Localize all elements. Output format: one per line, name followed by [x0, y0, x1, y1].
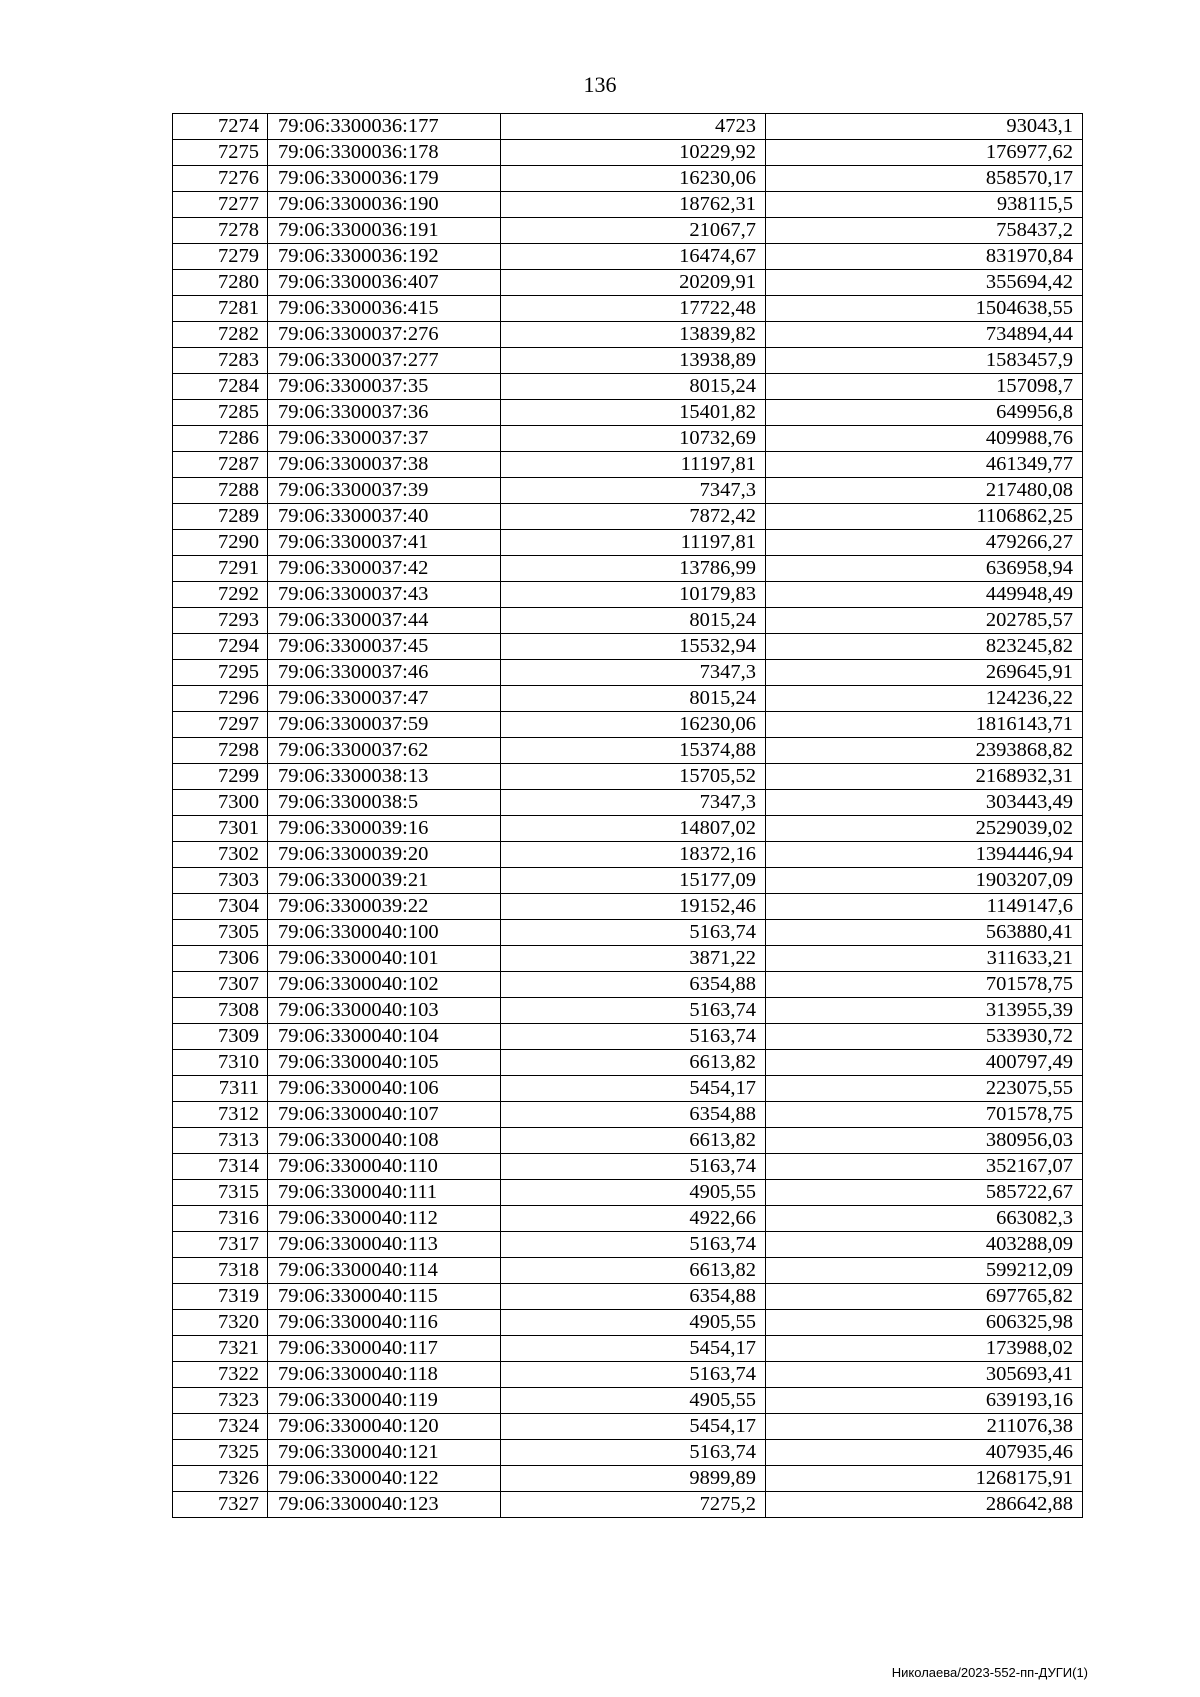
- row-number-cell: 7280: [173, 270, 268, 296]
- area-cell: 16230,06: [501, 712, 766, 738]
- cadastral-number-cell: 79:06:3300037:38: [268, 452, 501, 478]
- cadastral-value-cell: 1816143,71: [766, 712, 1083, 738]
- table-row: [173, 296, 1083, 322]
- cadastral-number-cell: 79:06:3300036:415: [268, 296, 501, 322]
- row-number-cell: 7294: [173, 634, 268, 660]
- table-row: [173, 842, 1083, 868]
- cadastral-number-cell: 79:06:3300037:277: [268, 348, 501, 374]
- cadastral-number-cell: 79:06:3300039:16: [268, 816, 501, 842]
- area-cell: 4723: [501, 114, 766, 140]
- cadastral-value-cell: 533930,72: [766, 1024, 1083, 1050]
- row-number-cell: 7325: [173, 1440, 268, 1466]
- table-row: [173, 1232, 1083, 1258]
- row-number-cell: 7297: [173, 712, 268, 738]
- document-footer: Николаева/2023-552-пп-ДУГИ(1): [891, 1665, 1088, 1680]
- cadastral-number-cell: 79:06:3300040:116: [268, 1310, 501, 1336]
- row-number-cell: 7327: [173, 1492, 268, 1518]
- area-cell: 7347,3: [501, 660, 766, 686]
- area-cell: 10179,83: [501, 582, 766, 608]
- area-cell: 7347,3: [501, 478, 766, 504]
- area-cell: 13938,89: [501, 348, 766, 374]
- area-cell: 13786,99: [501, 556, 766, 582]
- row-number-cell: 7291: [173, 556, 268, 582]
- cadastral-number-cell: 79:06:3300037:44: [268, 608, 501, 634]
- cadastral-value-cell: 380956,03: [766, 1128, 1083, 1154]
- table-row: [173, 946, 1083, 972]
- cadastral-number-cell: 79:06:3300040:102: [268, 972, 501, 998]
- area-cell: 8015,24: [501, 686, 766, 712]
- area-cell: 5163,74: [501, 1024, 766, 1050]
- cadastral-number-cell: 79:06:3300040:101: [268, 946, 501, 972]
- row-number-cell: 7324: [173, 1414, 268, 1440]
- table-row: [173, 738, 1083, 764]
- table-row: [173, 608, 1083, 634]
- area-cell: 6613,82: [501, 1050, 766, 1076]
- row-number-cell: 7292: [173, 582, 268, 608]
- table-row: [173, 426, 1083, 452]
- cadastral-value-cell: 124236,22: [766, 686, 1083, 712]
- cadastral-number-cell: 79:06:3300040:115: [268, 1284, 501, 1310]
- cadastral-value-table: [172, 113, 1083, 1518]
- area-cell: 8015,24: [501, 608, 766, 634]
- row-number-cell: 7309: [173, 1024, 268, 1050]
- row-number-cell: 7321: [173, 1336, 268, 1362]
- area-cell: 4905,55: [501, 1180, 766, 1206]
- row-number-cell: 7323: [173, 1388, 268, 1414]
- cadastral-value-cell: 1106862,25: [766, 504, 1083, 530]
- row-number-cell: 7282: [173, 322, 268, 348]
- cadastral-number-cell: 79:06:3300040:114: [268, 1258, 501, 1284]
- cadastral-value-cell: 305693,41: [766, 1362, 1083, 1388]
- table-row: [173, 1362, 1083, 1388]
- cadastral-number-cell: 79:06:3300036:179: [268, 166, 501, 192]
- cadastral-number-cell: 79:06:3300040:113: [268, 1232, 501, 1258]
- cadastral-number-cell: 79:06:3300037:37: [268, 426, 501, 452]
- table-row: [173, 114, 1083, 140]
- cadastral-number-cell: 79:06:3300040:103: [268, 998, 501, 1024]
- cadastral-value-cell: 202785,57: [766, 608, 1083, 634]
- cadastral-value-cell: 403288,09: [766, 1232, 1083, 1258]
- area-cell: 5163,74: [501, 1440, 766, 1466]
- area-cell: 5163,74: [501, 998, 766, 1024]
- area-cell: 21067,7: [501, 218, 766, 244]
- cadastral-value-cell: 449948,49: [766, 582, 1083, 608]
- table-row: [173, 1154, 1083, 1180]
- cadastral-value-cell: 400797,49: [766, 1050, 1083, 1076]
- cadastral-value-cell: 1504638,55: [766, 296, 1083, 322]
- cadastral-value-cell: 858570,17: [766, 166, 1083, 192]
- table-row: [173, 1466, 1083, 1492]
- row-number-cell: 7310: [173, 1050, 268, 1076]
- table-row: [173, 530, 1083, 556]
- cadastral-number-cell: 79:06:3300037:276: [268, 322, 501, 348]
- cadastral-number-cell: 79:06:3300037:59: [268, 712, 501, 738]
- area-cell: 7872,42: [501, 504, 766, 530]
- cadastral-value-cell: 269645,91: [766, 660, 1083, 686]
- cadastral-number-cell: 79:06:3300038:5: [268, 790, 501, 816]
- cadastral-value-cell: 313955,39: [766, 998, 1083, 1024]
- row-number-cell: 7307: [173, 972, 268, 998]
- area-cell: 6354,88: [501, 1102, 766, 1128]
- cadastral-value-cell: 649956,8: [766, 400, 1083, 426]
- cadastral-value-cell: 286642,88: [766, 1492, 1083, 1518]
- cadastral-number-cell: 79:06:3300040:122: [268, 1466, 501, 1492]
- row-number-cell: 7304: [173, 894, 268, 920]
- table-row: [173, 348, 1083, 374]
- row-number-cell: 7316: [173, 1206, 268, 1232]
- table-row: [173, 1284, 1083, 1310]
- cadastral-number-cell: 79:06:3300037:42: [268, 556, 501, 582]
- cadastral-value-cell: 599212,09: [766, 1258, 1083, 1284]
- cadastral-number-cell: 79:06:3300038:13: [268, 764, 501, 790]
- cadastral-value-cell: 173988,02: [766, 1336, 1083, 1362]
- cadastral-value-cell: 1149147,6: [766, 894, 1083, 920]
- area-cell: 16474,67: [501, 244, 766, 270]
- cadastral-value-cell: 303443,49: [766, 790, 1083, 816]
- row-number-cell: 7295: [173, 660, 268, 686]
- row-number-cell: 7298: [173, 738, 268, 764]
- area-cell: 14807,02: [501, 816, 766, 842]
- cadastral-number-cell: 79:06:3300040:112: [268, 1206, 501, 1232]
- cadastral-number-cell: 79:06:3300037:41: [268, 530, 501, 556]
- row-number-cell: 7290: [173, 530, 268, 556]
- area-cell: 4922,66: [501, 1206, 766, 1232]
- cadastral-number-cell: 79:06:3300036:177: [268, 114, 501, 140]
- area-cell: 6613,82: [501, 1258, 766, 1284]
- table-row: [173, 998, 1083, 1024]
- cadastral-number-cell: 79:06:3300036:190: [268, 192, 501, 218]
- table-row: [173, 920, 1083, 946]
- cadastral-number-cell: 79:06:3300040:123: [268, 1492, 501, 1518]
- table-row: [173, 1128, 1083, 1154]
- cadastral-number-cell: 79:06:3300037:47: [268, 686, 501, 712]
- table-row: [173, 1388, 1083, 1414]
- row-number-cell: 7289: [173, 504, 268, 530]
- cadastral-value-cell: 701578,75: [766, 1102, 1083, 1128]
- row-number-cell: 7275: [173, 140, 268, 166]
- cadastral-value-cell: 636958,94: [766, 556, 1083, 582]
- row-number-cell: 7314: [173, 1154, 268, 1180]
- area-cell: 6613,82: [501, 1128, 766, 1154]
- row-number-cell: 7319: [173, 1284, 268, 1310]
- cadastral-number-cell: 79:06:3300040:100: [268, 920, 501, 946]
- row-number-cell: 7303: [173, 868, 268, 894]
- area-cell: 18762,31: [501, 192, 766, 218]
- cadastral-number-cell: 79:06:3300037:40: [268, 504, 501, 530]
- area-cell: 5163,74: [501, 1232, 766, 1258]
- cadastral-value-cell: 409988,76: [766, 426, 1083, 452]
- table-row: [173, 556, 1083, 582]
- row-number-cell: 7308: [173, 998, 268, 1024]
- cadastral-number-cell: 79:06:3300040:119: [268, 1388, 501, 1414]
- table-row: [173, 1414, 1083, 1440]
- cadastral-number-cell: 79:06:3300039:20: [268, 842, 501, 868]
- cadastral-value-cell: 461349,77: [766, 452, 1083, 478]
- row-number-cell: 7302: [173, 842, 268, 868]
- table-row: [173, 322, 1083, 348]
- cadastral-value-cell: 93043,1: [766, 114, 1083, 140]
- row-number-cell: 7322: [173, 1362, 268, 1388]
- table-row: [173, 192, 1083, 218]
- table-row: [173, 1102, 1083, 1128]
- table-row: [173, 660, 1083, 686]
- table-row: [173, 140, 1083, 166]
- cadastral-number-cell: 79:06:3300036:192: [268, 244, 501, 270]
- table-row: [173, 1024, 1083, 1050]
- cadastral-value-cell: 1583457,9: [766, 348, 1083, 374]
- cadastral-value-cell: 355694,42: [766, 270, 1083, 296]
- cadastral-number-cell: 79:06:3300040:110: [268, 1154, 501, 1180]
- table-row: [173, 972, 1083, 998]
- cadastral-value-cell: 639193,16: [766, 1388, 1083, 1414]
- cadastral-number-cell: 79:06:3300040:118: [268, 1362, 501, 1388]
- cadastral-value-cell: 223075,55: [766, 1076, 1083, 1102]
- table-row: [173, 400, 1083, 426]
- page-number: 136: [583, 72, 617, 97]
- table-row: [173, 686, 1083, 712]
- table-row: [173, 1206, 1083, 1232]
- table-row: [173, 504, 1083, 530]
- area-cell: 15401,82: [501, 400, 766, 426]
- cadastral-number-cell: 79:06:3300037:45: [268, 634, 501, 660]
- row-number-cell: 7299: [173, 764, 268, 790]
- row-number-cell: 7313: [173, 1128, 268, 1154]
- area-cell: 5454,17: [501, 1076, 766, 1102]
- table-row: [173, 1180, 1083, 1206]
- cadastral-number-cell: 79:06:3300040:117: [268, 1336, 501, 1362]
- table-row: [173, 1258, 1083, 1284]
- table-row: [173, 1440, 1083, 1466]
- cadastral-number-cell: 79:06:3300037:35: [268, 374, 501, 400]
- area-cell: 6354,88: [501, 972, 766, 998]
- cadastral-value-cell: 606325,98: [766, 1310, 1083, 1336]
- table-row: [173, 582, 1083, 608]
- cadastral-value-cell: 663082,3: [766, 1206, 1083, 1232]
- row-number-cell: 7288: [173, 478, 268, 504]
- table-row: [173, 868, 1083, 894]
- cadastral-value-cell: 758437,2: [766, 218, 1083, 244]
- area-cell: 15705,52: [501, 764, 766, 790]
- row-number-cell: 7278: [173, 218, 268, 244]
- cadastral-number-cell: 79:06:3300040:111: [268, 1180, 501, 1206]
- area-cell: 5454,17: [501, 1336, 766, 1362]
- cadastral-value-cell: 697765,82: [766, 1284, 1083, 1310]
- table-row: [173, 816, 1083, 842]
- area-cell: 7347,3: [501, 790, 766, 816]
- cadastral-value-cell: 217480,08: [766, 478, 1083, 504]
- area-cell: 19152,46: [501, 894, 766, 920]
- cadastral-number-cell: 79:06:3300040:104: [268, 1024, 501, 1050]
- cadastral-value-cell: 176977,62: [766, 140, 1083, 166]
- row-number-cell: 7276: [173, 166, 268, 192]
- area-cell: 3871,22: [501, 946, 766, 972]
- row-number-cell: 7286: [173, 426, 268, 452]
- table-row: [173, 1050, 1083, 1076]
- row-number-cell: 7287: [173, 452, 268, 478]
- area-cell: 4905,55: [501, 1310, 766, 1336]
- row-number-cell: 7277: [173, 192, 268, 218]
- row-number-cell: 7296: [173, 686, 268, 712]
- row-number-cell: 7311: [173, 1076, 268, 1102]
- cadastral-value-cell: 701578,75: [766, 972, 1083, 998]
- cadastral-value-cell: 831970,84: [766, 244, 1083, 270]
- row-number-cell: 7320: [173, 1310, 268, 1336]
- area-cell: 11197,81: [501, 452, 766, 478]
- row-number-cell: 7281: [173, 296, 268, 322]
- cadastral-value-cell: 2529039,02: [766, 816, 1083, 842]
- cadastral-value-cell: 311633,21: [766, 946, 1083, 972]
- cadastral-number-cell: 79:06:3300037:62: [268, 738, 501, 764]
- cadastral-number-cell: 79:06:3300036:407: [268, 270, 501, 296]
- cadastral-value-cell: 2393868,82: [766, 738, 1083, 764]
- row-number-cell: 7317: [173, 1232, 268, 1258]
- table-body: [173, 114, 1083, 1518]
- row-number-cell: 7285: [173, 400, 268, 426]
- cadastral-number-cell: 79:06:3300040:108: [268, 1128, 501, 1154]
- row-number-cell: 7315: [173, 1180, 268, 1206]
- cadastral-value-cell: 563880,41: [766, 920, 1083, 946]
- area-cell: 5163,74: [501, 1362, 766, 1388]
- row-number-cell: 7274: [173, 114, 268, 140]
- area-cell: 17722,48: [501, 296, 766, 322]
- table-row: [173, 478, 1083, 504]
- table-row: [173, 634, 1083, 660]
- table-row: [173, 218, 1083, 244]
- row-number-cell: 7301: [173, 816, 268, 842]
- cadastral-number-cell: 79:06:3300037:43: [268, 582, 501, 608]
- row-number-cell: 7300: [173, 790, 268, 816]
- cadastral-number-cell: 79:06:3300039:21: [268, 868, 501, 894]
- cadastral-value-cell: 734894,44: [766, 322, 1083, 348]
- area-cell: 5454,17: [501, 1414, 766, 1440]
- table-row: [173, 894, 1083, 920]
- table-row: [173, 374, 1083, 400]
- cadastral-number-cell: 79:06:3300039:22: [268, 894, 501, 920]
- table-row: [173, 1492, 1083, 1518]
- cadastral-number-cell: 79:06:3300036:191: [268, 218, 501, 244]
- cadastral-value-cell: 1268175,91: [766, 1466, 1083, 1492]
- table-row: [173, 452, 1083, 478]
- cadastral-value-cell: 938115,5: [766, 192, 1083, 218]
- area-cell: 5163,74: [501, 920, 766, 946]
- row-number-cell: 7293: [173, 608, 268, 634]
- cadastral-value-cell: 2168932,31: [766, 764, 1083, 790]
- row-number-cell: 7283: [173, 348, 268, 374]
- cadastral-value-cell: 1903207,09: [766, 868, 1083, 894]
- area-cell: 11197,81: [501, 530, 766, 556]
- area-cell: 20209,91: [501, 270, 766, 296]
- area-cell: 7275,2: [501, 1492, 766, 1518]
- cadastral-value-cell: 823245,82: [766, 634, 1083, 660]
- area-cell: 13839,82: [501, 322, 766, 348]
- cadastral-number-cell: 79:06:3300036:178: [268, 140, 501, 166]
- cadastral-value-cell: 1394446,94: [766, 842, 1083, 868]
- cadastral-value-cell: 211076,38: [766, 1414, 1083, 1440]
- area-cell: 4905,55: [501, 1388, 766, 1414]
- area-cell: 9899,89: [501, 1466, 766, 1492]
- cadastral-number-cell: 79:06:3300037:46: [268, 660, 501, 686]
- area-cell: 16230,06: [501, 166, 766, 192]
- table-row: [173, 1076, 1083, 1102]
- cadastral-number-cell: 79:06:3300040:106: [268, 1076, 501, 1102]
- cadastral-value-cell: 352167,07: [766, 1154, 1083, 1180]
- cadastral-value-cell: 157098,7: [766, 374, 1083, 400]
- area-cell: 15374,88: [501, 738, 766, 764]
- area-cell: 18372,16: [501, 842, 766, 868]
- area-cell: 8015,24: [501, 374, 766, 400]
- row-number-cell: 7318: [173, 1258, 268, 1284]
- area-cell: 10732,69: [501, 426, 766, 452]
- cadastral-value-cell: 479266,27: [766, 530, 1083, 556]
- table-row: [173, 712, 1083, 738]
- table-row: [173, 764, 1083, 790]
- row-number-cell: 7279: [173, 244, 268, 270]
- row-number-cell: 7306: [173, 946, 268, 972]
- area-cell: 10229,92: [501, 140, 766, 166]
- area-cell: 15532,94: [501, 634, 766, 660]
- cadastral-number-cell: 79:06:3300040:120: [268, 1414, 501, 1440]
- cadastral-value-cell: 407935,46: [766, 1440, 1083, 1466]
- cadastral-number-cell: 79:06:3300040:105: [268, 1050, 501, 1076]
- cadastral-number-cell: 79:06:3300037:39: [268, 478, 501, 504]
- area-cell: 6354,88: [501, 1284, 766, 1310]
- table-row: [173, 244, 1083, 270]
- table-row: [173, 790, 1083, 816]
- row-number-cell: 7312: [173, 1102, 268, 1128]
- area-cell: 15177,09: [501, 868, 766, 894]
- table-row: [173, 1336, 1083, 1362]
- cadastral-number-cell: 79:06:3300037:36: [268, 400, 501, 426]
- table-row: [173, 1310, 1083, 1336]
- cadastral-number-cell: 79:06:3300040:121: [268, 1440, 501, 1466]
- cadastral-number-cell: 79:06:3300040:107: [268, 1102, 501, 1128]
- area-cell: 5163,74: [501, 1154, 766, 1180]
- row-number-cell: 7326: [173, 1466, 268, 1492]
- row-number-cell: 7305: [173, 920, 268, 946]
- table-row: [173, 270, 1083, 296]
- row-number-cell: 7284: [173, 374, 268, 400]
- cadastral-value-cell: 585722,67: [766, 1180, 1083, 1206]
- table-row: [173, 166, 1083, 192]
